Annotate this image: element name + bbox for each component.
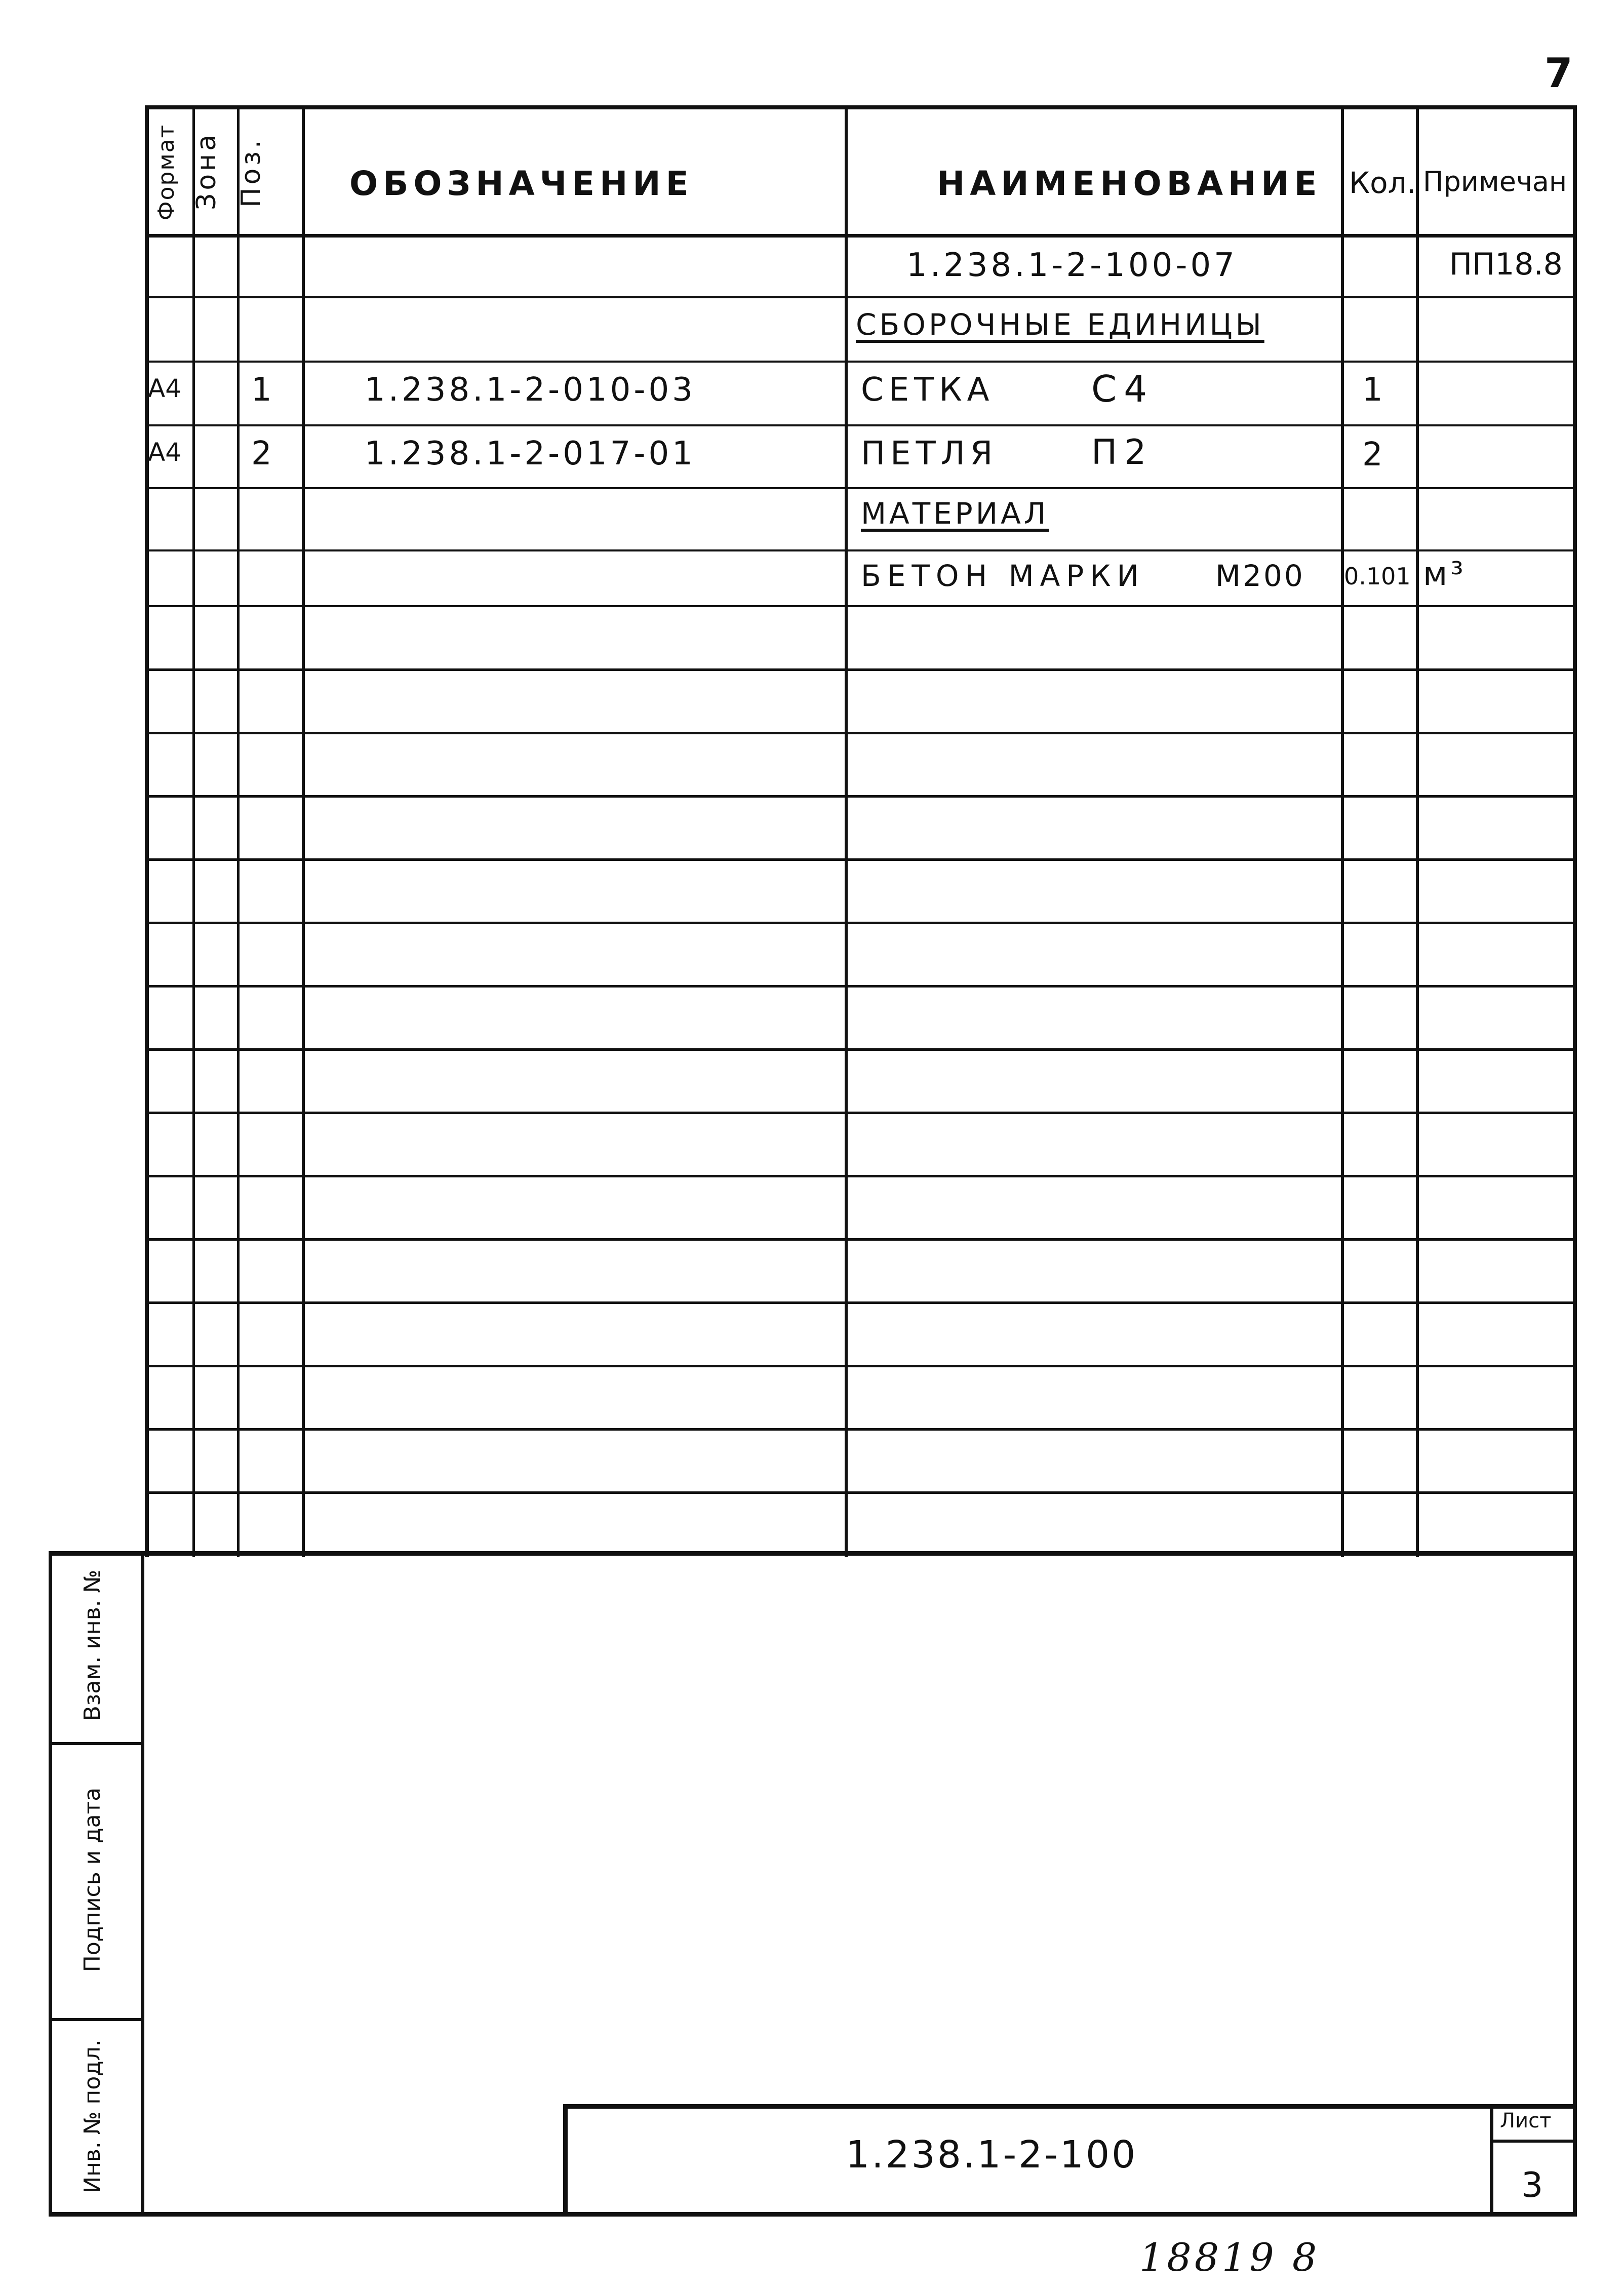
section-material: МАТЕРИАЛ bbox=[861, 496, 1049, 531]
stamp-inv-orig: Инв. № подл. bbox=[80, 2039, 105, 2193]
row-name: СЕТКА bbox=[861, 371, 995, 409]
row-designation: 1.238.1-2-010-03 bbox=[365, 371, 696, 409]
sheet-label: Лист bbox=[1500, 2109, 1552, 2132]
row-pos: 2 bbox=[251, 435, 275, 472]
row-note: м³ bbox=[1423, 556, 1467, 593]
header-qty: Кол. bbox=[1349, 166, 1416, 200]
row-qty: 2 bbox=[1362, 436, 1386, 473]
stamp-replaced-inv: Взам. инв. № bbox=[80, 1569, 105, 1721]
header-designation: ОБОЗНАЧЕНИЕ bbox=[349, 164, 694, 203]
document-code: 1.238.1-2-100 bbox=[846, 2133, 1138, 2177]
row-name: 1.238.1-2-100-07 bbox=[906, 247, 1238, 284]
sheet-number: 3 bbox=[1521, 2165, 1547, 2205]
header-pos: Поз. bbox=[236, 137, 266, 208]
section-assembly-units: СБОРОЧНЫЕ ЕДИНИЦЫ bbox=[856, 307, 1264, 342]
row-designation: 1.238.1-2-017-01 bbox=[365, 435, 696, 472]
row-mark: С4 bbox=[1091, 368, 1155, 410]
row-format: А4 bbox=[148, 374, 182, 403]
row-name: ПЕТЛЯ bbox=[861, 435, 998, 472]
page-number: 7 bbox=[1544, 50, 1576, 97]
row-qty: 1 bbox=[1362, 371, 1386, 409]
row-note: ПП18.8 bbox=[1449, 247, 1563, 282]
row-mark: П2 bbox=[1091, 432, 1154, 472]
row-format: А4 bbox=[148, 438, 182, 467]
header-format: Формат bbox=[153, 124, 179, 221]
row-name: БЕТОН МАРКИ bbox=[861, 559, 1145, 593]
row-pos: 1 bbox=[251, 371, 275, 409]
header-zone: Зона bbox=[191, 131, 222, 210]
row-qty: 0.101 bbox=[1344, 563, 1411, 590]
row-mark: М200 bbox=[1215, 559, 1305, 593]
header-name: НАИМЕНОВАНИЕ bbox=[937, 164, 1322, 203]
stamp-signature-date: Подпись и дата bbox=[80, 1787, 105, 1972]
header-note: Примечан bbox=[1423, 166, 1567, 198]
archive-number: 18819 8 bbox=[1139, 2235, 1320, 2280]
